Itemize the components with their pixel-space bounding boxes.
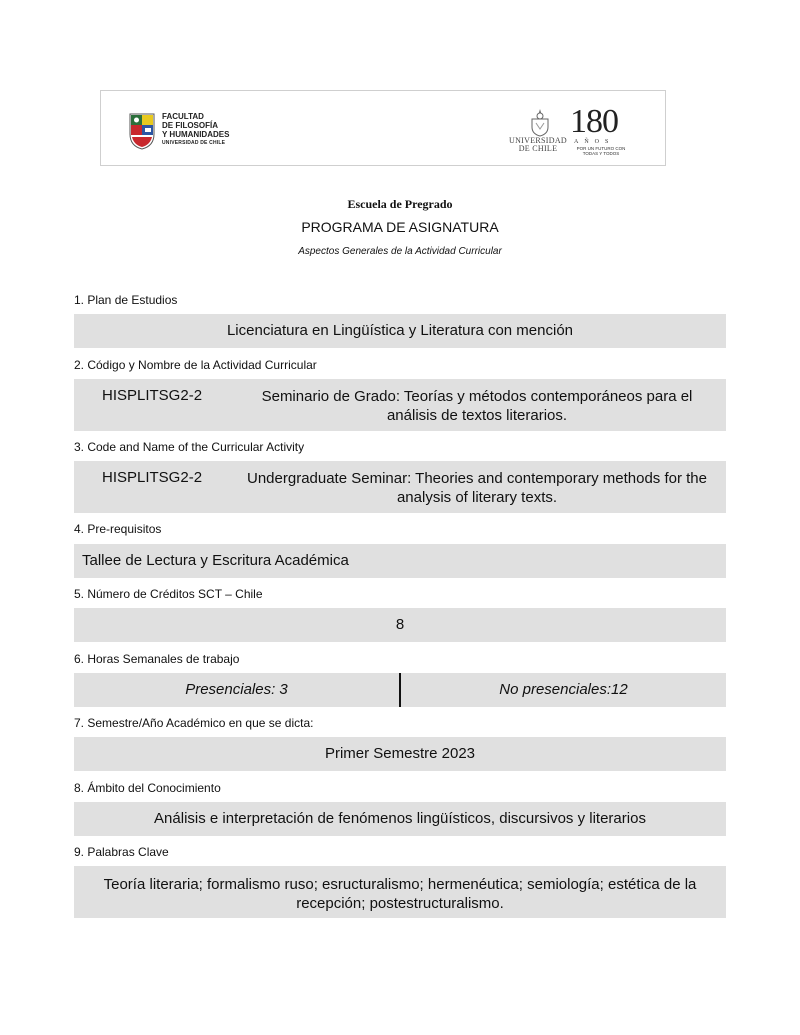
code-name-en-box (74, 461, 726, 513)
plan-label: 1. Plan de Estudios (74, 293, 178, 307)
keywords-value: Teoría literaria; formalismo ruso; esructuralismo; hermenéutica; semiología; estética de la recepción; postestructuralismo. (74, 866, 726, 918)
prereq-value: Tallee de Lectura y Escritura Académica (74, 544, 726, 578)
faculty-university: UNIVERSIDAD DE CHILE (162, 140, 226, 146)
prereq-label: 4. Pre-requisitos (74, 522, 162, 536)
faculty-line-3: Y HUMANIDADES (162, 130, 230, 139)
scope-value: Análisis e interpretación de fenómenos lingüísticos, discursivos y literarios (74, 802, 726, 836)
credits-label: 5. Número de Créditos SCT – Chile (74, 587, 263, 601)
code-name-box (74, 379, 726, 431)
anniversary-motto (569, 146, 633, 156)
course-code-en: HISPLITSG2-2 (102, 469, 203, 486)
anniversary-motto-line-2: TODAS Y TODOS (582, 151, 620, 156)
school-title: Escuela de Pregrado (347, 197, 453, 211)
hours-presential: Presenciales: 3 (185, 681, 288, 698)
faculty-line-2: DE FILOSOFÍA (162, 121, 218, 130)
university-crest-icon (526, 107, 554, 137)
keywords-label: 9. Palabras Clave (74, 845, 169, 859)
code-name-label: 2. Código y Nombre de la Actividad Curricular (74, 358, 317, 372)
university-line-1: UNIVERSIDAD (509, 136, 567, 145)
faculty-name (162, 112, 229, 147)
course-name: Seminario de Grado: Teorías y métodos contemporáneos para el análisis de textos literarios. (261, 388, 693, 424)
course-code: HISPLITSG2-2 (102, 387, 203, 404)
credits-value: 8 (74, 608, 726, 642)
faculty-line-1: FACULTAD (162, 112, 204, 121)
header-banner (100, 90, 666, 166)
hours-non-presential: No presenciales:12 (499, 681, 628, 698)
program-title: PROGRAMA DE ASIGNATURA (301, 219, 499, 235)
hours-box (74, 673, 726, 707)
program-subtitle: Aspectos Generales de la Actividad Curricular (298, 246, 502, 257)
plan-value: Licenciatura en Lingüística y Literatura con mención (74, 314, 726, 348)
university-line-2: DE CHILE (518, 144, 558, 153)
semester-value: Primer Semestre 2023 (74, 737, 726, 771)
scope-label: 8. Ámbito del Conocimiento (74, 781, 221, 795)
anniversary-number: 180 (570, 103, 618, 140)
hours-label: 6. Horas Semanales de trabajo (74, 652, 240, 666)
anniversary-motto-line-1: POR UN FUTURO CON (576, 146, 626, 151)
semester-label: 7. Semestre/Año Académico en que se dicta: (74, 716, 314, 730)
code-name-en-label: 3. Code and Name of the Curricular Activity (74, 440, 305, 454)
anniversary-word: AÑOS (574, 139, 615, 145)
university-name (509, 137, 567, 153)
course-name-en: Undergraduate Seminar: Theories and contemporary methods for the analysis of literary texts. (247, 470, 707, 506)
faculty-crest-icon (128, 112, 156, 150)
